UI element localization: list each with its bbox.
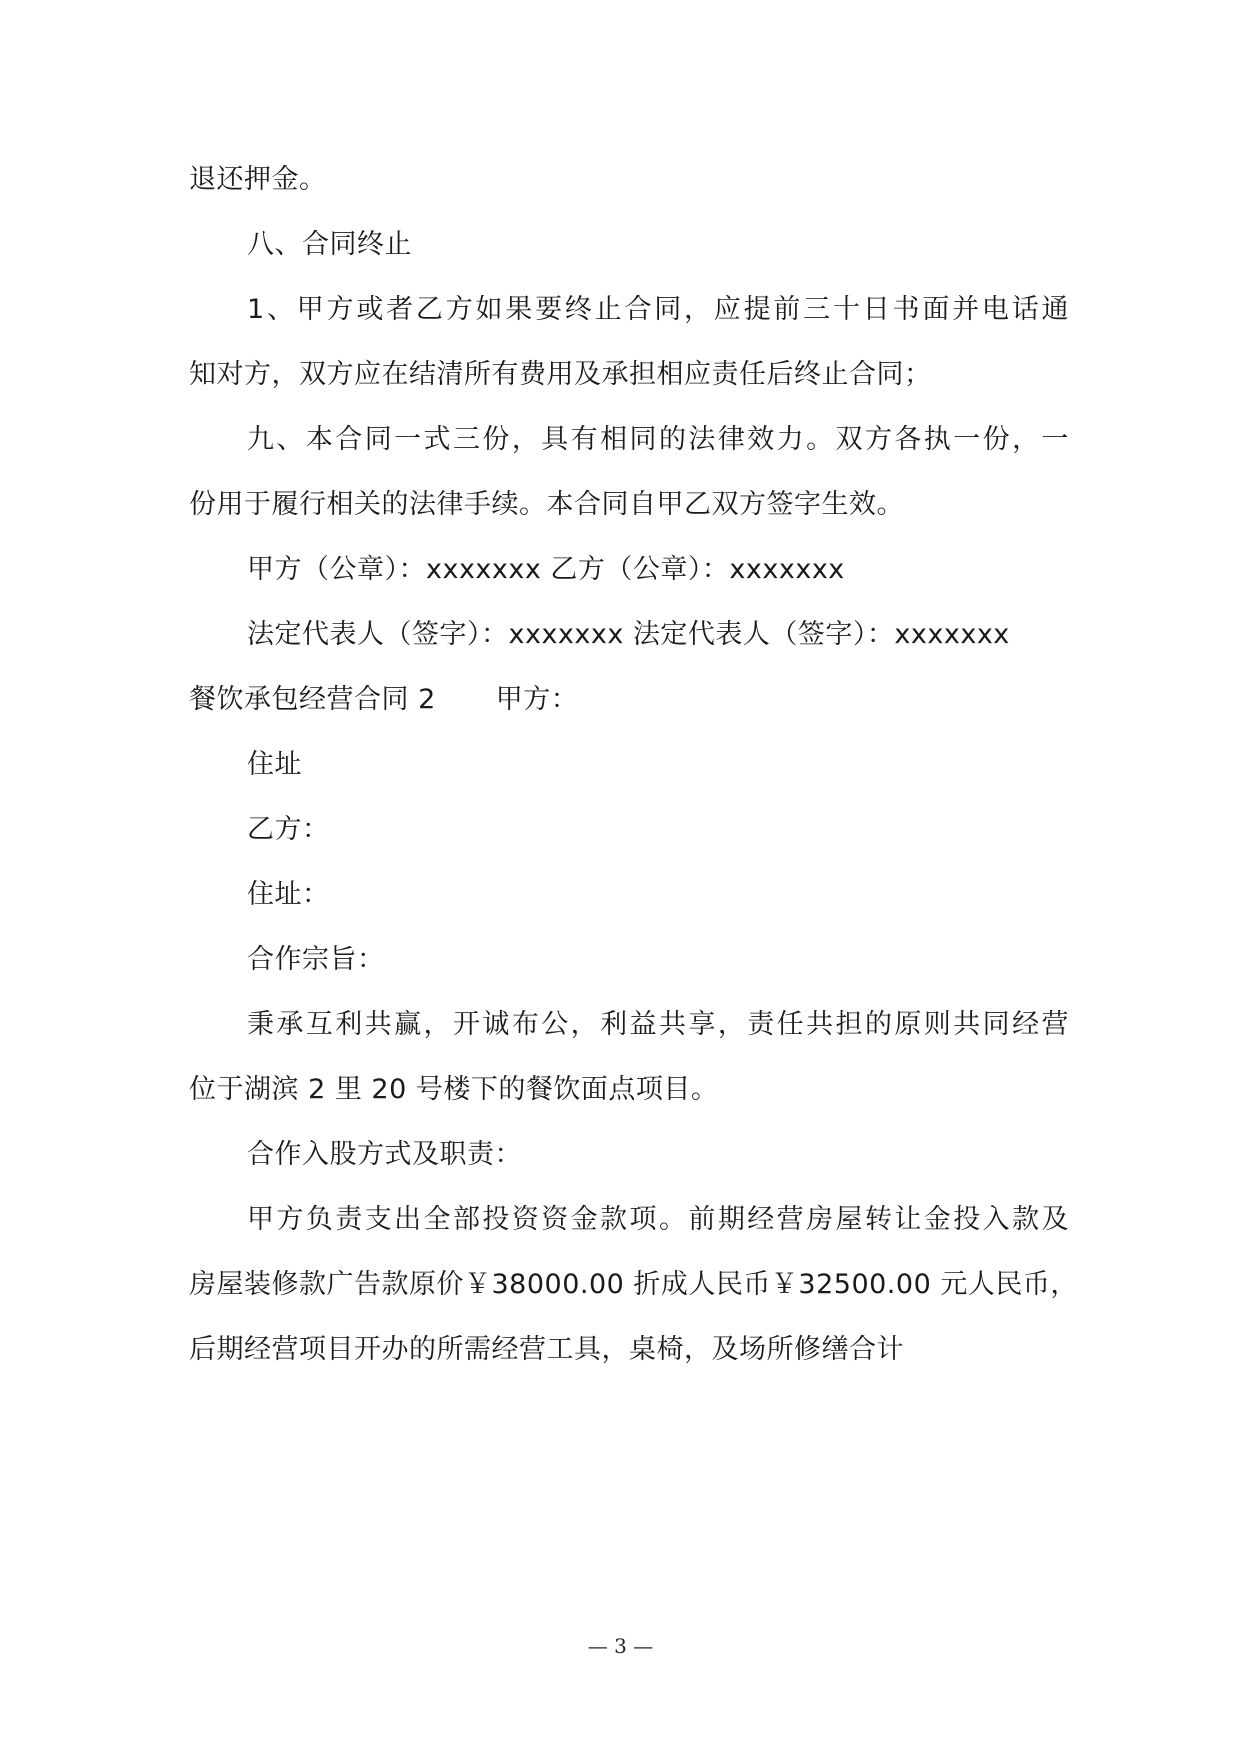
signature-representative-line: 法定代表人（签字）：xxxxxxx 法定代表人（签字）：xxxxxxx [247,619,1010,650]
signature-seal-line: 甲方（公章）：xxxxxxx 乙方（公章）：xxxxxxx [247,554,845,585]
contract-2-party-a-label: 甲方： [495,684,579,715]
paragraph-line: 后期经营项目开办的所需经营工具，桌椅，及场所修缮合计 [189,1334,904,1365]
address-label: 住址： [247,879,330,910]
paragraph-line: 房屋装修款广告款原价￥38000.00 折成人民币￥32500.00 元人民币， [189,1269,1078,1300]
address-label: 住址 [247,749,302,780]
party-b-label: 乙方： [247,814,330,845]
paragraph-line: 九、本合同一式三份，具有相同的法律效力。双方各执一份，一 [247,424,1069,455]
section-heading-investment: 合作入股方式及职责： [247,1139,522,1170]
paragraph-line: 知对方，双方应在结清所有费用及承担相应责任后终止合同； [189,359,932,390]
paragraph-line: 退还押金。 [189,164,327,195]
page-number: — 3 — [587,1634,654,1658]
section-heading-purpose: 合作宗旨： [247,944,385,975]
contract-2-title: 餐饮承包经营合同 2 [189,684,436,715]
section-heading-termination: 八、合同终止 [247,229,412,260]
document-body [189,158,1078,1393]
contract-2-heading [189,678,1069,722]
paragraph-line: 甲方负责支出全部投资资金款项。前期经营房屋转让金投入款及 [247,1204,1069,1235]
paragraph-line: 秉承互利共赢，开诚布公，利益共享，责任共担的原则共同经营 [247,1009,1069,1040]
paragraph-line: 1、甲方或者乙方如果要终止合同，应提前三十日书面并电话通 [247,294,1069,325]
paragraph-line: 位于湖滨 2 里 20 号楼下的餐饮面点项目。 [189,1074,719,1105]
paragraph-line: 份用于履行相关的法律手续。本合同自甲乙双方签字生效。 [189,489,904,520]
